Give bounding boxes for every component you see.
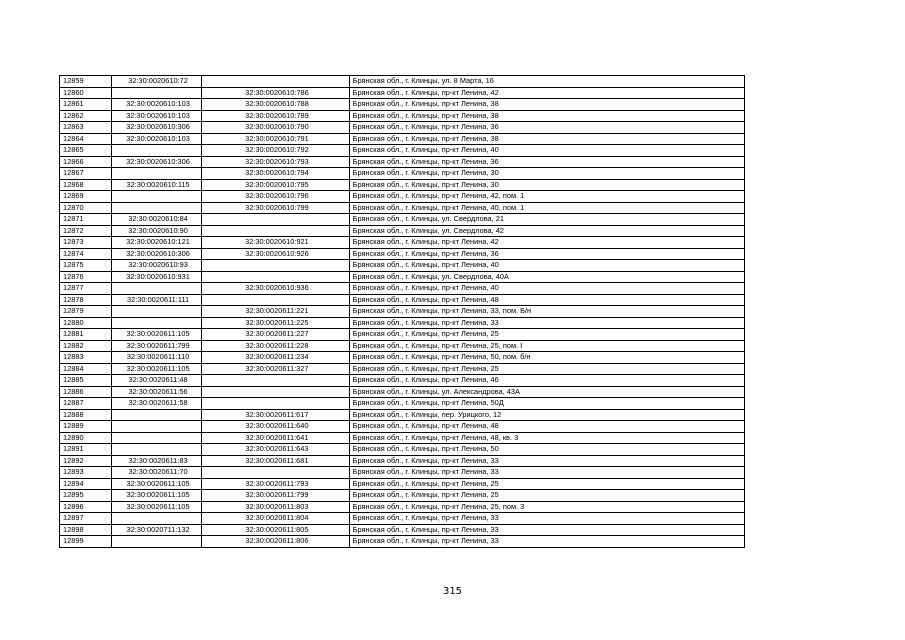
object-cadastral-number-cell: 32:30:0020611:806 — [202, 536, 349, 548]
object-cadastral-number-cell — [202, 386, 349, 398]
row-number-cell: 12869 — [60, 191, 112, 203]
object-cadastral-number-cell: 32:30:0020611:234 — [202, 352, 349, 364]
table-row — [60, 513, 745, 525]
address-cell: Брянская обл., г. Клинцы, пр-кт Ленина, 33 — [349, 536, 744, 548]
table-row — [60, 501, 745, 513]
land-cadastral-number-cell — [111, 432, 201, 444]
row-number-cell: 12888 — [60, 409, 112, 421]
object-cadastral-number-cell: 32:30:0020611:805 — [202, 524, 349, 536]
address-cell: Брянская обл., г. Клинцы, пр-кт Ленина, 38 — [349, 99, 744, 111]
table-row — [60, 340, 745, 352]
object-cadastral-number-cell — [202, 398, 349, 410]
address-cell: Брянская обл., г. Клинцы, пр-кт Ленина, 33, пом. Б/н — [349, 306, 744, 318]
row-number-cell: 12890 — [60, 432, 112, 444]
land-cadastral-number-cell: 32:30:0020611:799 — [111, 340, 201, 352]
table-row — [60, 432, 745, 444]
address-cell: Брянская обл., г. Клинцы, пр-кт Ленина, 38 — [349, 133, 744, 145]
land-cadastral-number-cell: 32:30:0020610:306 — [111, 248, 201, 260]
address-cell: Брянская обл., г. Клинцы, пр-кт Ленина, 40 — [349, 145, 744, 157]
object-cadastral-number-cell: 32:30:0020611:617 — [202, 409, 349, 421]
row-number-cell: 12859 — [60, 76, 112, 88]
object-cadastral-number-cell: 32:30:0020610:790 — [202, 122, 349, 134]
table-row — [60, 145, 745, 157]
address-cell: Брянская обл., г. Клинцы, пр-кт Ленина, 42 — [349, 237, 744, 249]
object-cadastral-number-cell — [202, 225, 349, 237]
table-row — [60, 421, 745, 433]
row-number-cell: 12870 — [60, 202, 112, 214]
row-number-cell: 12863 — [60, 122, 112, 134]
object-cadastral-number-cell: 32:30:0020611:799 — [202, 490, 349, 502]
address-cell: Брянская обл., г. Клинцы, пр-кт Ленина, 38 — [349, 110, 744, 122]
address-cell: Брянская обл., г. Клинцы, пр-кт Ленина, 25, пом. I — [349, 340, 744, 352]
table-row — [60, 409, 745, 421]
table-row — [60, 133, 745, 145]
table-row — [60, 271, 745, 283]
object-cadastral-number-cell — [202, 76, 349, 88]
table-row — [60, 110, 745, 122]
land-cadastral-number-cell: 32:30:0020611:105 — [111, 363, 201, 375]
address-cell: Брянская обл., г. Клинцы, пр-кт Ленина, 25, пом. 3 — [349, 501, 744, 513]
table-row — [60, 237, 745, 249]
table-row — [60, 490, 745, 502]
address-cell: Брянская обл., г. Клинцы, пр-кт Ленина, 30 — [349, 168, 744, 180]
object-cadastral-number-cell: 32:30:0020610:786 — [202, 87, 349, 99]
object-cadastral-number-cell: 32:30:0020611:643 — [202, 444, 349, 456]
table-row — [60, 248, 745, 260]
table-row — [60, 122, 745, 134]
row-number-cell: 12866 — [60, 156, 112, 168]
row-number-cell: 12878 — [60, 294, 112, 306]
land-cadastral-number-cell — [111, 145, 201, 157]
table-row — [60, 375, 745, 387]
address-cell: Брянская обл., г. Клинцы, пр-кт Ленина, 30 — [349, 179, 744, 191]
land-cadastral-number-cell — [111, 202, 201, 214]
land-cadastral-number-cell: 32:30:0020611:58 — [111, 398, 201, 410]
address-cell: Брянская обл., г. Клинцы, пр-кт Ленина, 33 — [349, 455, 744, 467]
address-cell: Брянская обл., г. Клинцы, пр-кт Ленина, 40, пом. 1 — [349, 202, 744, 214]
land-cadastral-number-cell — [111, 409, 201, 421]
object-cadastral-number-cell: 32:30:0020611:641 — [202, 432, 349, 444]
object-cadastral-number-cell: 32:30:0020611:804 — [202, 513, 349, 525]
object-cadastral-number-cell: 32:30:0020611:227 — [202, 329, 349, 341]
row-number-cell: 12873 — [60, 237, 112, 249]
land-cadastral-number-cell: 32:30:0020610:103 — [111, 110, 201, 122]
row-number-cell: 12885 — [60, 375, 112, 387]
address-cell: Брянская обл., г. Клинцы, пр-кт Ленина, 33 — [349, 524, 744, 536]
object-cadastral-number-cell: 32:30:0020611:225 — [202, 317, 349, 329]
object-cadastral-number-cell: 32:30:0020610:793 — [202, 156, 349, 168]
object-cadastral-number-cell: 32:30:0020611:681 — [202, 455, 349, 467]
row-number-cell: 12862 — [60, 110, 112, 122]
land-cadastral-number-cell: 32:30:0020611:105 — [111, 501, 201, 513]
table-row — [60, 306, 745, 318]
land-cadastral-number-cell: 32:30:0020610:84 — [111, 214, 201, 226]
row-number-cell: 12880 — [60, 317, 112, 329]
table-row — [60, 76, 745, 88]
object-cadastral-number-cell: 32:30:0020610:795 — [202, 179, 349, 191]
object-cadastral-number-cell: 32:30:0020611:221 — [202, 306, 349, 318]
object-cadastral-number-cell: 32:30:0020610:799 — [202, 202, 349, 214]
row-number-cell: 12892 — [60, 455, 112, 467]
address-cell: Брянская обл., г. Клинцы, ул. Свердлова, 40А — [349, 271, 744, 283]
land-cadastral-number-cell: 32:30:0020711:132 — [111, 524, 201, 536]
row-number-cell: 12865 — [60, 145, 112, 157]
table-row — [60, 398, 745, 410]
land-cadastral-number-cell: 32:30:0020611:110 — [111, 352, 201, 364]
table-row — [60, 99, 745, 111]
table-row — [60, 386, 745, 398]
object-cadastral-number-cell: 32:30:0020611:640 — [202, 421, 349, 433]
address-cell: Брянская обл., г. Клинцы, пр-кт Ленина, 48, кв. 3 — [349, 432, 744, 444]
address-cell: Брянская обл., г. Клинцы, ул. Свердлова, 42 — [349, 225, 744, 237]
address-cell: Брянская обл., г. Клинцы, пр-кт Ленина, 25 — [349, 329, 744, 341]
table-row — [60, 455, 745, 467]
address-cell: Брянская обл., г. Клинцы, пр-кт Ленина, 50 — [349, 444, 744, 456]
table-row — [60, 87, 745, 99]
table-row — [60, 317, 745, 329]
address-cell: Брянская обл., г. Клинцы, пр-кт Ленина, 25 — [349, 363, 744, 375]
row-number-cell: 12874 — [60, 248, 112, 260]
registry-body — [60, 76, 745, 548]
table-row — [60, 536, 745, 548]
object-cadastral-number-cell: 32:30:0020611:327 — [202, 363, 349, 375]
row-number-cell: 12895 — [60, 490, 112, 502]
land-cadastral-number-cell: 32:30:0020611:70 — [111, 467, 201, 479]
address-cell: Брянская обл., г. Клинцы, пр-кт Ленина, 25 — [349, 478, 744, 490]
row-number-cell: 12872 — [60, 225, 112, 237]
land-cadastral-number-cell — [111, 306, 201, 318]
address-cell: Брянская обл., г. Клинцы, пр-кт Ленина, 50, пом. б/н — [349, 352, 744, 364]
land-cadastral-number-cell: 32:30:0020611:83 — [111, 455, 201, 467]
row-number-cell: 12894 — [60, 478, 112, 490]
address-cell: Брянская обл., г. Клинцы, пр-кт Ленина, 33 — [349, 317, 744, 329]
page-number: 315 — [442, 586, 463, 597]
table-row — [60, 260, 745, 272]
land-cadastral-number-cell: 32:30:0020610:306 — [111, 156, 201, 168]
object-cadastral-number-cell: 32:30:0020610:936 — [202, 283, 349, 295]
table-row — [60, 156, 745, 168]
table-row — [60, 329, 745, 341]
address-cell: Брянская обл., г. Клинцы, ул. 8 Марта, 16 — [349, 76, 744, 88]
land-cadastral-number-cell: 32:30:0020610:306 — [111, 122, 201, 134]
object-cadastral-number-cell: 32:30:0020611:793 — [202, 478, 349, 490]
address-cell: Брянская обл., г. Клинцы, пр-кт Ленина, 33 — [349, 467, 744, 479]
row-number-cell: 12893 — [60, 467, 112, 479]
table-row — [60, 168, 745, 180]
land-cadastral-number-cell — [111, 317, 201, 329]
row-number-cell: 12897 — [60, 513, 112, 525]
row-number-cell: 12867 — [60, 168, 112, 180]
table-row — [60, 444, 745, 456]
land-cadastral-number-cell: 32:30:0020611:105 — [111, 329, 201, 341]
row-number-cell: 12883 — [60, 352, 112, 364]
land-cadastral-number-cell — [111, 444, 201, 456]
row-number-cell: 12884 — [60, 363, 112, 375]
registry-table — [59, 75, 745, 548]
table-row — [60, 191, 745, 203]
row-number-cell: 12896 — [60, 501, 112, 513]
table-row — [60, 363, 745, 375]
address-cell: Брянская обл., г. Клинцы, пер. Урицкого, 12 — [349, 409, 744, 421]
land-cadastral-number-cell: 32:30:0020610:115 — [111, 179, 201, 191]
table-row — [60, 467, 745, 479]
object-cadastral-number-cell: 32:30:0020611:803 — [202, 501, 349, 513]
object-cadastral-number-cell — [202, 271, 349, 283]
row-number-cell: 12899 — [60, 536, 112, 548]
address-cell: Брянская обл., г. Клинцы, ул. Александрова, 43А — [349, 386, 744, 398]
object-cadastral-number-cell: 32:30:0020610:791 — [202, 133, 349, 145]
land-cadastral-number-cell: 32:30:0020610:103 — [111, 99, 201, 111]
row-number-cell: 12889 — [60, 421, 112, 433]
land-cadastral-number-cell — [111, 191, 201, 203]
row-number-cell: 12876 — [60, 271, 112, 283]
table-row — [60, 214, 745, 226]
table-row — [60, 283, 745, 295]
object-cadastral-number-cell: 32:30:0020610:921 — [202, 237, 349, 249]
object-cadastral-number-cell: 32:30:0020611:228 — [202, 340, 349, 352]
land-cadastral-number-cell — [111, 87, 201, 99]
table-row — [60, 225, 745, 237]
row-number-cell: 12860 — [60, 87, 112, 99]
land-cadastral-number-cell: 32:30:0020611:105 — [111, 478, 201, 490]
table-row — [60, 202, 745, 214]
object-cadastral-number-cell — [202, 260, 349, 272]
table-row — [60, 478, 745, 490]
land-cadastral-number-cell: 32:30:0020610:931 — [111, 271, 201, 283]
address-cell: Брянская обл., г. Клинцы, пр-кт Ленина, 40 — [349, 283, 744, 295]
address-cell: Брянская обл., г. Клинцы, пр-кт Ленина, 33 — [349, 513, 744, 525]
address-cell: Брянская обл., г. Клинцы, пр-кт Ленина, 46 — [349, 375, 744, 387]
table-row — [60, 294, 745, 306]
object-cadastral-number-cell — [202, 294, 349, 306]
land-cadastral-number-cell — [111, 536, 201, 548]
land-cadastral-number-cell — [111, 168, 201, 180]
object-cadastral-number-cell: 32:30:0020610:794 — [202, 168, 349, 180]
object-cadastral-number-cell: 32:30:0020610:926 — [202, 248, 349, 260]
row-number-cell: 12882 — [60, 340, 112, 352]
land-cadastral-number-cell: 32:30:0020610:121 — [111, 237, 201, 249]
object-cadastral-number-cell: 32:30:0020610:789 — [202, 110, 349, 122]
land-cadastral-number-cell — [111, 513, 201, 525]
object-cadastral-number-cell — [202, 214, 349, 226]
land-cadastral-number-cell: 32:30:0020611:56 — [111, 386, 201, 398]
address-cell: Брянская обл., г. Клинцы, пр-кт Ленина, 48 — [349, 421, 744, 433]
address-cell: Брянская обл., г. Клинцы, пр-кт Ленина, 36 — [349, 156, 744, 168]
land-cadastral-number-cell: 32:30:0020610:90 — [111, 225, 201, 237]
object-cadastral-number-cell: 32:30:0020610:792 — [202, 145, 349, 157]
row-number-cell: 12879 — [60, 306, 112, 318]
address-cell: Брянская обл., г. Клинцы, ул. Свердлова, 21 — [349, 214, 744, 226]
row-number-cell: 12898 — [60, 524, 112, 536]
address-cell: Брянская обл., г. Клинцы, пр-кт Ленина, 48 — [349, 294, 744, 306]
address-cell: Брянская обл., г. Клинцы, пр-кт Ленина, 50Д — [349, 398, 744, 410]
land-cadastral-number-cell — [111, 421, 201, 433]
row-number-cell: 12891 — [60, 444, 112, 456]
row-number-cell: 12861 — [60, 99, 112, 111]
object-cadastral-number-cell — [202, 375, 349, 387]
land-cadastral-number-cell: 32:30:0020611:105 — [111, 490, 201, 502]
address-cell: Брянская обл., г. Клинцы, пр-кт Ленина, 25 — [349, 490, 744, 502]
row-number-cell: 12864 — [60, 133, 112, 145]
row-number-cell: 12886 — [60, 386, 112, 398]
land-cadastral-number-cell: 32:30:0020611:48 — [111, 375, 201, 387]
row-number-cell: 12868 — [60, 179, 112, 191]
address-cell: Брянская обл., г. Клинцы, пр-кт Ленина, 42 — [349, 87, 744, 99]
table-row — [60, 179, 745, 191]
row-number-cell: 12871 — [60, 214, 112, 226]
row-number-cell: 12877 — [60, 283, 112, 295]
land-cadastral-number-cell: 32:30:0020610:93 — [111, 260, 201, 272]
object-cadastral-number-cell: 32:30:0020610:796 — [202, 191, 349, 203]
address-cell: Брянская обл., г. Клинцы, пр-кт Ленина, 36 — [349, 248, 744, 260]
table-row — [60, 524, 745, 536]
land-cadastral-number-cell — [111, 283, 201, 295]
address-cell: Брянская обл., г. Клинцы, пр-кт Ленина, 36 — [349, 122, 744, 134]
table-row — [60, 352, 745, 364]
land-cadastral-number-cell: 32:30:0020610:72 — [111, 76, 201, 88]
row-number-cell: 12875 — [60, 260, 112, 272]
object-cadastral-number-cell — [202, 467, 349, 479]
row-number-cell: 12887 — [60, 398, 112, 410]
land-cadastral-number-cell: 32:30:0020610:103 — [111, 133, 201, 145]
land-cadastral-number-cell: 32:30:0020611:111 — [111, 294, 201, 306]
object-cadastral-number-cell: 32:30:0020610:788 — [202, 99, 349, 111]
address-cell: Брянская обл., г. Клинцы, пр-кт Ленина, 40 — [349, 260, 744, 272]
row-number-cell: 12881 — [60, 329, 112, 341]
address-cell: Брянская обл., г. Клинцы, пр-кт Ленина, 42, пом. 1 — [349, 191, 744, 203]
